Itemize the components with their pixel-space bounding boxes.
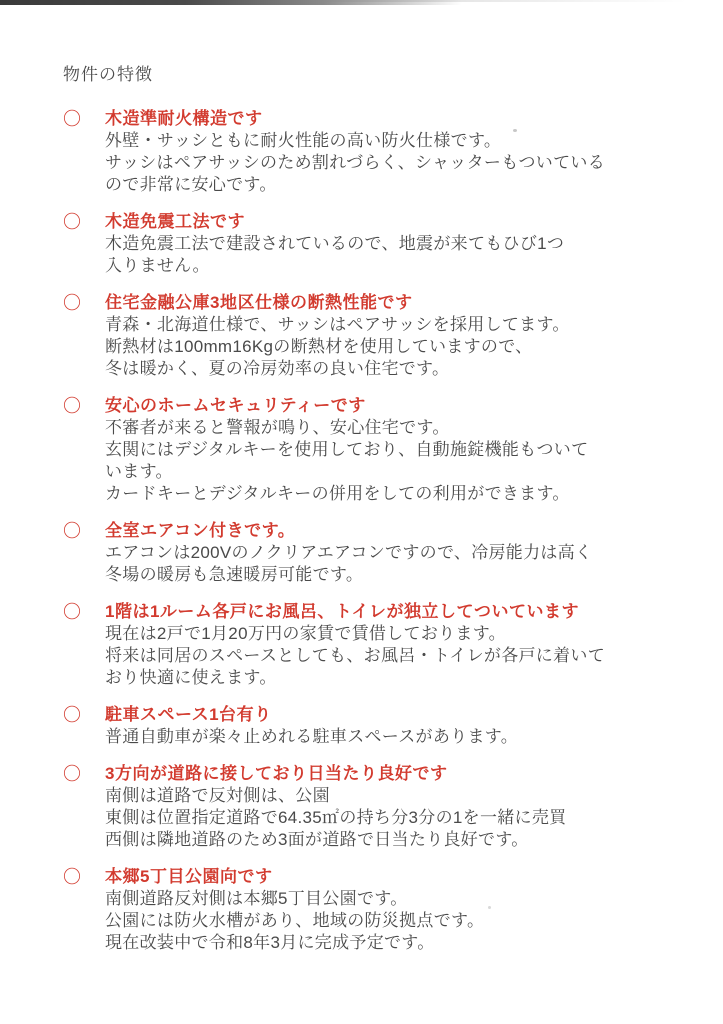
feature-section xyxy=(63,704,688,748)
section-body-line: 現在改装中で令和8年3月に完成予定です。 xyxy=(105,933,435,952)
section-text xyxy=(105,211,688,277)
section-body-line: 木造免震工法で建設されているので、地震が来てもひび1つ xyxy=(105,234,565,253)
section-text xyxy=(105,704,688,748)
bullet-circle-icon: 〇 xyxy=(63,109,81,129)
bullet-circle-icon: 〇 xyxy=(63,293,81,313)
section-body-line: 青森・北海道仕様で、サッシはペアサッシを採用してます。 xyxy=(105,315,570,334)
bullet-circle-icon: 〇 xyxy=(63,602,81,622)
bullet-circle-icon: 〇 xyxy=(63,396,81,416)
section-heading: 木造準耐火構造です xyxy=(105,109,263,128)
bullet-circle-icon: 〇 xyxy=(63,705,81,725)
section-body-line: 南側道路反対側は本郷5丁目公園です。 xyxy=(105,889,408,908)
section-heading: 本郷5丁目公園向です xyxy=(105,867,273,886)
page-title: 物件の特徴 xyxy=(63,65,153,84)
feature-section xyxy=(63,520,688,586)
section-body-line: 入りません。 xyxy=(105,256,210,275)
section-body-line: 外壁・サッシともに耐火性能の高い防火仕様です。 xyxy=(105,131,502,150)
section-heading: 木造免震工法です xyxy=(105,212,245,231)
section-body-line: 玄関にはデジタルキーを使用しており、自動施錠機能もついて xyxy=(105,440,589,459)
section-body-line: 断熱材は100mm16Kgの断熱材を使用していますので、 xyxy=(105,337,533,356)
bullet-circle-icon: 〇 xyxy=(63,867,81,887)
section-body-line: カードキーとデジタルキーの併用をしての利用ができます。 xyxy=(105,484,570,503)
section-body-line: 南側は道路で反対側は、公園 xyxy=(105,786,330,805)
section-body-line: 冬は暖かく、夏の冷房効率の良い住宅です。 xyxy=(105,359,450,378)
section-text xyxy=(105,601,688,689)
section-body-line: 公園には防火水槽があり、地域の防災拠点です。 xyxy=(105,911,485,930)
feature-section xyxy=(63,395,688,505)
section-body-line: 将来は同居のスペースとしても、お風呂・トイレが各戸に着いて xyxy=(105,646,605,665)
bullet-circle-icon: 〇 xyxy=(63,521,81,541)
feature-section xyxy=(63,763,688,851)
feature-section xyxy=(63,601,688,689)
section-text xyxy=(105,520,688,586)
section-body-line: 冬場の暖房も急速暖房可能です。 xyxy=(105,565,364,584)
section-heading: 安心のホームセキュリティーです xyxy=(105,396,366,415)
bullet-circle-icon: 〇 xyxy=(63,212,81,232)
section-body-line: サッシはペアサッシのため割れづらく、シャッターもついている xyxy=(105,153,605,172)
feature-list xyxy=(63,108,688,969)
section-heading: 全室エアコン付きです。 xyxy=(105,521,296,540)
feature-section xyxy=(63,211,688,277)
scan-artifact-bar xyxy=(0,0,462,5)
section-body-line: ので非常に安心です。 xyxy=(105,175,277,194)
section-text xyxy=(105,108,688,196)
section-body-line: 西側は隣地道路のため3面が道路で日当たり良好です。 xyxy=(105,830,529,849)
section-body-line: おり快適に使えます。 xyxy=(105,668,277,687)
section-heading: 1階は1ルーム各戸にお風呂、トイレが独立してついています xyxy=(105,602,580,621)
section-heading: 住宅金融公庫3地区仕様の断熱性能です xyxy=(105,293,413,312)
section-text xyxy=(105,292,688,380)
section-text xyxy=(105,866,688,954)
bullet-circle-icon: 〇 xyxy=(63,764,81,784)
section-body-line: 不審者が来ると警報が鳴り、安心住宅です。 xyxy=(105,418,450,437)
section-body-line: います。 xyxy=(105,462,173,481)
section-heading: 駐車スペース1台有り xyxy=(105,705,272,724)
feature-section xyxy=(63,866,688,954)
section-body-line: 普通自動車が楽々止めれる駐車スペースがあります。 xyxy=(105,727,518,746)
section-body-line: 現在は2戸で1月20万円の家賃で賃借しております。 xyxy=(105,624,506,643)
section-body-line: エアコンは200Vのノクリアエアコンですので、冷房能力は高く xyxy=(105,543,593,562)
section-text xyxy=(105,763,688,851)
section-body-line: 東側は位置指定道路で64.35㎡の持ち分3分の1を一緒に売買 xyxy=(105,808,567,827)
feature-section xyxy=(63,108,688,196)
section-text xyxy=(105,395,688,505)
feature-section xyxy=(63,292,688,380)
section-heading: 3方向が道路に接しており日当たり良好です xyxy=(105,764,448,783)
